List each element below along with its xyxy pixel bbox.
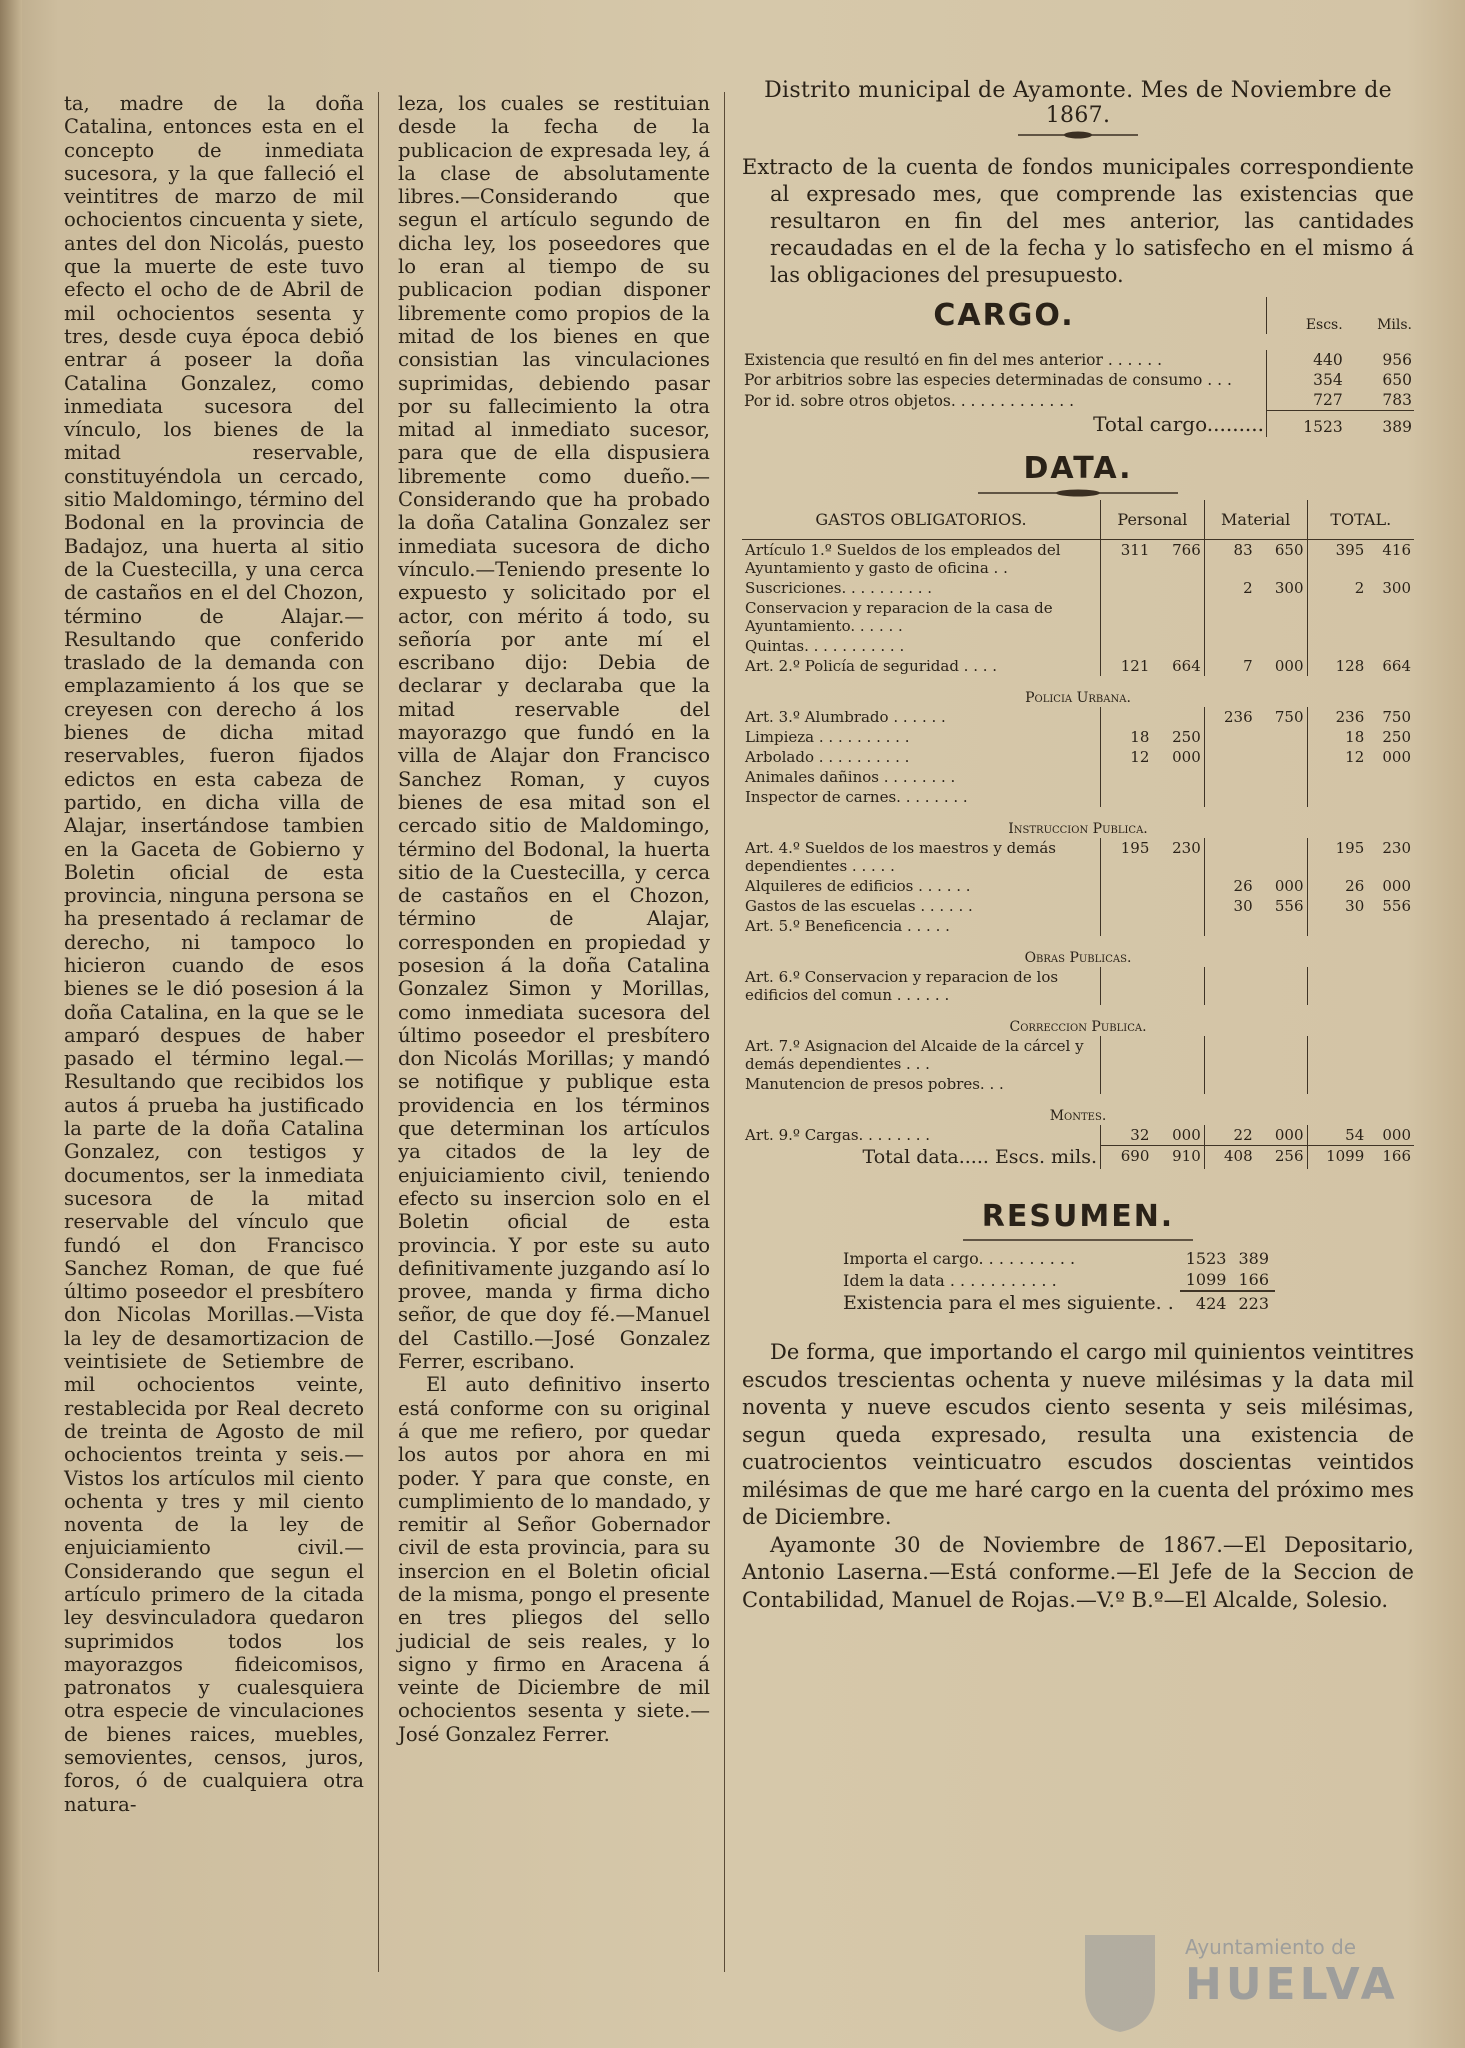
data-section-heading: Policia Urbana. xyxy=(1025,689,1131,706)
cargo-total-row xyxy=(742,411,1414,437)
closing-paragraph: De forma, que importando el cargo mil quinientos veintitres escudos trescientas ochenta y nueve milésimas y la data mil noventa y nueve escudos ciento sesenta y seis milésimas, segun queda expresado, resulta una existencia de cuatrocientos veinticuatro escudos doscientas veintidos milésimas de que me haré cargo en la cuenta del próximo mes de Diciembre. xyxy=(742,1340,1414,1529)
cargo-total-label: Total cargo......... xyxy=(1093,411,1264,436)
cargo-row: Por id. sobre otros objetos. . . . . . . . . . . . . 727 783 xyxy=(744,391,1412,410)
data-table-row: Art. 6.º Conservacion y reparacion de los edificios del comun . . . . . . xyxy=(742,967,1414,1005)
municipal-account-section xyxy=(742,78,1414,1614)
resumen-table xyxy=(837,1248,1275,1315)
data-table-row: Gastos de las escuelas . . . . . . 30 556 30 556 xyxy=(745,896,1411,915)
cargo-col-mils: Mils. xyxy=(1377,317,1412,333)
data-table-row: Quintas. . . . . . . . . . . xyxy=(742,636,1414,656)
ornament-divider xyxy=(978,488,1178,498)
page-edge-shadow xyxy=(0,0,22,2048)
data-table-row: Suscriciones. . . . . . . . . . 2 300 2 300 xyxy=(745,578,1411,597)
data-table-row: Animales dañinos . . . . . . . . xyxy=(742,767,1414,787)
data-table-row: Art. 5.º Beneficencia . . . . . xyxy=(742,916,1414,936)
data-section-heading: Montes. xyxy=(1049,1107,1107,1124)
cargo-col-escs: Escs. xyxy=(1267,297,1345,334)
data-section-heading: Obras Publicas. xyxy=(1024,949,1132,966)
data-section-heading: Correccion Publica. xyxy=(1009,1018,1147,1035)
cargo-row: Por arbitrios sobre las especies determinadas de consumo . . . 354 650 xyxy=(744,371,1412,389)
data-table-row: Art. 4.º Sueldos de los maestros y demás dependientes . . . . . 195 230 195 230 xyxy=(745,838,1411,875)
data-table-row: Art. 2.º Policía de seguridad . . . . 121 664 7 000 128 664 xyxy=(745,656,1411,675)
ornament-divider xyxy=(1018,130,1138,140)
data-table-row: Art. 3.º Alumbrado . . . . . . 236 750 236 750 xyxy=(745,707,1411,726)
cargo-heading: CARGO. xyxy=(933,298,1075,333)
cargo-table xyxy=(742,297,1414,437)
data-table-row: Limpieza . . . . . . . . . . 18 250 18 250 xyxy=(745,727,1411,746)
data-table-header xyxy=(742,500,1414,540)
cargo-total-escs: 1523 xyxy=(1267,411,1345,437)
data-total-row: Total data..... Escs. mils. 690 910 408 256 1099 166 xyxy=(742,1145,1414,1169)
signature-paragraph: Ayamonte 30 de Noviembre de 1867.—El Depositario, Antonio Laserna.—Está conforme.—El Jefe de la Seccion de Contabilidad, Manuel de Rojas.—V.º B.º—El Alcalde, Solesio. xyxy=(742,1532,1414,1612)
data-table-row: Artículo 1.º Sueldos de los empleados del Ayuntamiento y gasto de oficina . . 311 766 83 650 395 416 xyxy=(745,540,1411,577)
header-personal: Personal xyxy=(1101,500,1205,540)
data-table-row: Art. 7.º Asignacion del Alcaide de la cárcel y demás dependientes . . . xyxy=(742,1036,1414,1074)
header-total: TOTAL. xyxy=(1307,500,1414,540)
header-gastos: GASTOS OBLIGATORIOS. xyxy=(742,500,1101,540)
cargo-row: Existencia que resultó en fin del mes anterior . . . . . . 440 956 xyxy=(744,351,1412,369)
header-material: Material xyxy=(1204,500,1307,540)
column-divider-2 xyxy=(724,92,725,1972)
data-table-row: Inspector de carnes. . . . . . . . xyxy=(742,787,1414,807)
extract-description: Extracto de la cuenta de fondos municipales correspondiente al expresado mes, que comprende las existencias que resultaron en fin del mes anterior, las cantidades recaudadas en el de la fecha y lo satisfecho en el mismo á las obligaciones del presupuesto. xyxy=(742,155,1414,287)
cargo-total-mils: 389 xyxy=(1345,411,1414,437)
data-table-row: Alquileres de edificios . . . . . . 26 000 26 000 xyxy=(745,876,1411,895)
middle-column-text xyxy=(398,92,710,1746)
data-table-row: Manutencion de presos pobres. . . xyxy=(742,1074,1414,1094)
data-table-row: Conservacion y reparacion de la casa de Ayuntamiento. . . . . . xyxy=(742,598,1414,636)
left-column-paragraph: ta, madre de la doña Catalina, entonces esta en el concepto de inmediata sucesora, y la que falleció el veintitres de marzo de mil ochocientos cincuenta y siete, antes del don Nicolás, puesto que la muerte de este tuvo efecto el ocho de de Abril de mil ochocientos sesenta y tres, desde cuya época debió entrar á poseer la doña Catalina Gonzalez, como inmediata sucesora del vínculo, los bienes de la mitad reservable, constituyéndola un cercado, sitio Maldomingo, término del Bodonal en la provincia de Badajoz, una huerta al sitio de la Cuestecilla, y una cerca de castaños en el del Chozon, término de Alajar.—Resultando que conferido traslado de la demanda con emplazamiento á los que se creyesen con derecho á los bienes de dicha mitad reservables, fueron fijados edictos en esta cabeza de partido, en dicha villa de Alajar, insertándose tambien en la Gaceta de Gobierno y Boletin oficial de esta provincia, ninguna persona se ha presentado á reclamar de derecho, ni tampoco lo hicieron cuando de esos bienes se le dió posesion á la doña Catalina, en la que se le amparó despues de haber pasado el término legal.—Resultando que recibidos los autos á prueba ha justificado la parte de la doña Catalina Gonzalez, con testigos y documentos, ser la inmediata sucesora de la mitad reservable del vínculo que fundó el don Francisco Sanchez Roman, de que fué último poseedor el presbítero don Nicolas Morillas.—Vista la ley de desamortizacion de veintisiete de Setiembre de mil ochocientos veinte, restablecida por Real decreto de treinta de Agosto de mil ochocientos treinta y seis.—Vistos los artículos mil ciento ochenta y tres y mil ciento noventa de la ley de enjuiciamiento civil.—Considerando que segun el artículo primero de la citada ley desvinculadora quedaron suprimidos todos los mayorazgos fideicomisos, patronatos y cualesquiera otra especie de vinculaciones de bienes raices, muebles, semovientes, censos, juros, foros, ó de cualquiera otra natura- xyxy=(64,92,364,1816)
data-heading: DATA. xyxy=(1023,450,1133,486)
data-table xyxy=(742,500,1414,1170)
district-title: Distrito municipal de Ayamonte. Mes de Noviembre de 1867. xyxy=(764,78,1392,128)
resumen-row: Idem la data . . . . . . . . . . . 1099 166 xyxy=(837,1269,1275,1291)
column-divider-1 xyxy=(378,92,379,1972)
middle-column-certification: El auto definitivo inserto está conforme con su original á que me refiero, por quedar los autos por ahora en mi poder. Y para que conste, en cumplimiento de lo mandado, y remitir al Señor Gobernador civil de esta provincia, para su insercion en el Boletin oficial de la misma, pongo el presente en tres pliegos del sello judicial de seis reales, y lo signo y firmo en Aracena á veinte de Diciembre de mil ochocientos sesenta y siete.—José Gonzalez Ferrer. xyxy=(398,1373,710,1746)
data-table-row: Arbolado . . . . . . . . . . 12 000 12 000 xyxy=(745,747,1411,766)
resumen-heading: RESUMEN. xyxy=(981,1199,1175,1234)
data-table-row: Art. 9.º Cargas. . . . . . . . 32 000 22 000 54 000 xyxy=(745,1125,1411,1144)
middle-column-paragraph: leza, los cuales se restituian desde la fecha de la publicacion de expresada ley, á la clase de absolutamente libres.—Considerando que segun el artículo segundo de dicha ley, los poseedores que lo eran al tiempo de su publicacion podian disponer libremente como propios de la mitad de los bienes en que consistian las vinculaciones suprimidas, debiendo pasar por su fallecimiento la otra mitad al inmediato sucesor, para que de ella dispusiera libremente como dueño.—Considerando que ha probado la doña Catalina Gonzalez ser inmediata sucesora de dicho vínculo.—Teniendo presente lo expuesto y solicitado por el actor, con mérito á todo, su señoría por ante mí el escribano dijo: Debia de declarar y declaraba que la mitad reservable del mayorazgo que fundó en la villa de Alajar don Francisco Sanchez Roman, y cuyos bienes de esa mitad son el cercado sitio de Maldomingo, término del Bodonal, la huerta sitio de la Cuestecilla, y cerca de castaños en el Chozon, término de Alajar, corresponden en propiedad y posesion á la doña Catalina Gonzalez Simon y Morillas, como inmediata sucesora del último poseedor el presbítero don Nicolás Morillas; y mandó se notifique y publique esta providencia en los términos que determinan los artículos ya citados de la ley de enjuiciamiento civil, teniendo efecto su insercion solo en el Boletin oficial de esta provincia. Y por este su auto definitivamente juzgando así lo provee, manda y firma dicho señor, de que doy fé.—Manuel del Castillo.—José Gonzalez Ferrer, escribano. xyxy=(398,92,710,1374)
resumen-row: Existencia para el mes siguiente. . 424 223 xyxy=(843,1292,1270,1314)
ornament-divider xyxy=(963,1236,1193,1246)
watermark-text: Ayuntamiento de HUELVA xyxy=(1185,1935,1399,2010)
resumen-row: Importa el cargo. . . . . . . . . . 1523 389 xyxy=(843,1249,1270,1268)
data-section-heading: Instruccion Publica. xyxy=(1008,820,1148,837)
left-column-text xyxy=(64,92,364,1816)
